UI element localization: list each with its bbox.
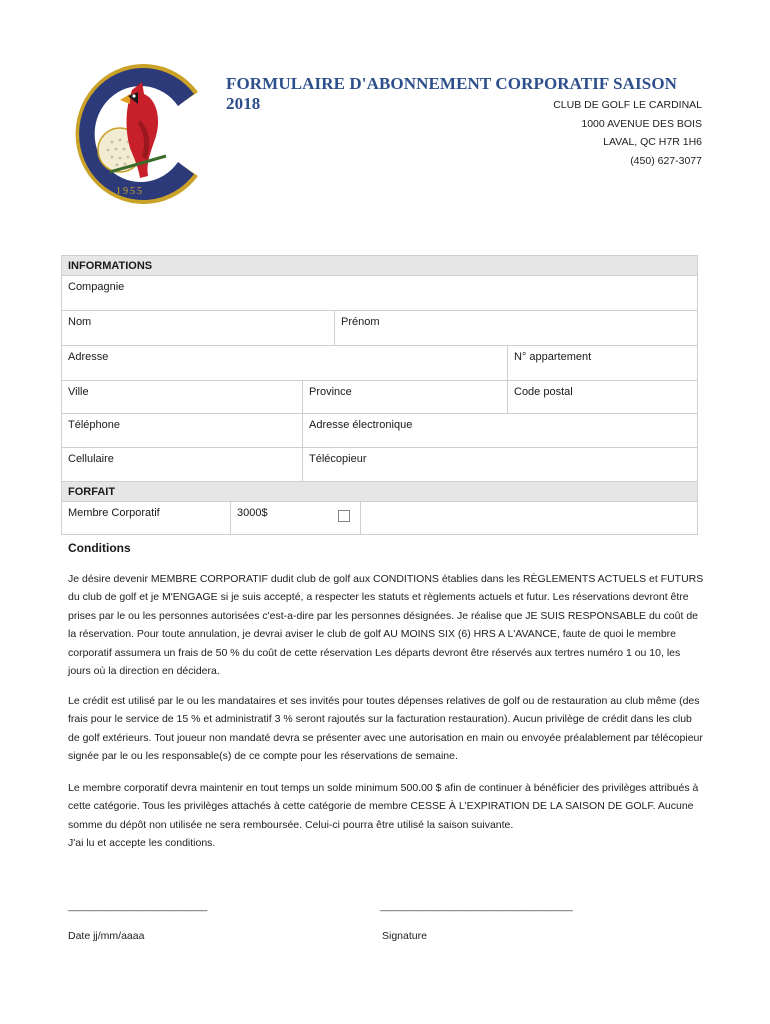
telephone-field[interactable] <box>62 414 303 447</box>
cellulaire-field[interactable] <box>62 448 303 481</box>
conditions-paragraph-3: Le membre corporatif devra maintenir en tout temps un solde minimum 500.00 $ afin de continuer à bénéficier des privilèges attribués à cette catégorie. Tous les privilèges attachés à cette catégorie de membre CESSE À L'EXPIRATION DE LA SAISON DE GOLF. Aucune somme du dépôt non utilisée ne sera remboursée. Celui-ci pourra être utilisé la saison suivante. <box>68 782 699 831</box>
forfait-price-cell <box>231 502 361 534</box>
adresse-field[interactable] <box>62 346 508 380</box>
row-telephone <box>62 414 697 448</box>
cellulaire-label: Cellulaire <box>68 453 114 465</box>
nom-field[interactable] <box>62 311 335 345</box>
compagnie-field[interactable] <box>62 276 697 310</box>
nom-label: Nom <box>68 316 92 328</box>
appartement-label: N° appartement <box>514 351 592 363</box>
information-form <box>61 255 698 535</box>
club-name: CLUB DE GOLF LE CARDINAL <box>553 99 702 111</box>
signature-line[interactable]: ____________________________________ <box>380 900 573 912</box>
row-cellulaire <box>62 448 697 482</box>
row-forfait <box>62 502 697 534</box>
appartement-field[interactable] <box>508 346 697 380</box>
date-line[interactable]: __________________________ <box>68 900 207 912</box>
compagnie-label: Compagnie <box>68 281 125 293</box>
row-ville <box>62 381 697 414</box>
telephone-label: Téléphone <box>68 419 120 431</box>
club-logo <box>70 60 210 208</box>
membre-corporatif-label: Membre Corporatif <box>62 502 231 534</box>
conditions-paragraph-1: Je désire devenir MEMBRE CORPORATIF dudit club de golf aux CONDITIONS établies dans les RÈGLEMENTS ACTUELS et FUTURS du club de golf et je M'ENGAGE si je suis accepté, a respecter les statuts et règlements actuels et futur. Les réservations devront être prises par le ou les personnes autorisées c'est-a-dire par les personnes désignées. Je réalise que JE SUIS RESPONSABLE du coût de la réservation. Pour toute annulation, je devrai aviser le club de golf AU MOINS SIX (6) HRS A L'AVANCE, faute de quoi le membre corporatif assumera un frais de 50 % du coût de cette réservation Les départs devront être réservés aux tertres numéro 1 ou 10, les jours où la direction en décidera. <box>68 573 704 678</box>
conditions-acceptance: J'ai lu et accepte les conditions. <box>68 837 216 849</box>
logo-year: 1955 <box>116 186 144 197</box>
row-compagnie <box>62 276 697 311</box>
telecopieur-label: Télécopieur <box>309 453 367 465</box>
signature-label: Signature <box>382 930 427 942</box>
province-label: Province <box>309 386 352 398</box>
adresse-label: Adresse <box>68 351 109 363</box>
forfait-heading: FORFAIT <box>62 482 697 502</box>
conditions-paragraph-2: Le crédit est utilisé par le ou les mandataires et ses invités pour toutes dépenses relatives de golf ou de restauration au club même (des frais pour le service de 15 % et administratif 3 % seront rajoutés sur la facturation restauration). Aucun privilège de crédit dans les club de golf extérieurs. Tout joueur non mandaté devra se présenter avec une autorisation en main ou envoyée préalablement par télécopieur signée par le ou les responsable(s) de ce compte pour les réservations de semaine. <box>68 695 703 763</box>
row-nom <box>62 311 697 346</box>
membre-corporatif-checkbox[interactable] <box>338 510 350 522</box>
row-adresse <box>62 346 697 381</box>
club-street: 1000 AVENUE DES BOIS <box>581 118 702 130</box>
courriel-label: Adresse électronique <box>309 419 413 431</box>
prenom-label: Prénom <box>341 316 380 328</box>
informations-heading: INFORMATIONS <box>62 256 697 276</box>
club-phone: (450) 627-3077 <box>630 155 702 167</box>
conditions-title: Conditions <box>68 541 131 555</box>
code-postal-label: Code postal <box>514 386 573 398</box>
club-city: LAVAL, QC H7R 1H6 <box>603 136 702 148</box>
form-title: FORMULAIRE D'ABONNEMENT CORPORATIF SAISON 2018 <box>226 74 678 113</box>
courriel-field[interactable] <box>303 414 697 447</box>
province-field[interactable] <box>303 381 508 413</box>
code-postal-field[interactable] <box>508 381 697 413</box>
ville-field[interactable] <box>62 381 303 413</box>
prenom-field[interactable] <box>335 311 697 345</box>
forfait-empty-cell <box>361 502 697 534</box>
ville-label: Ville <box>68 386 89 398</box>
date-label: Date jj/mm/aaaa <box>68 930 145 942</box>
forfait-price: 3000$ <box>237 507 268 519</box>
telecopieur-field[interactable] <box>303 448 697 481</box>
